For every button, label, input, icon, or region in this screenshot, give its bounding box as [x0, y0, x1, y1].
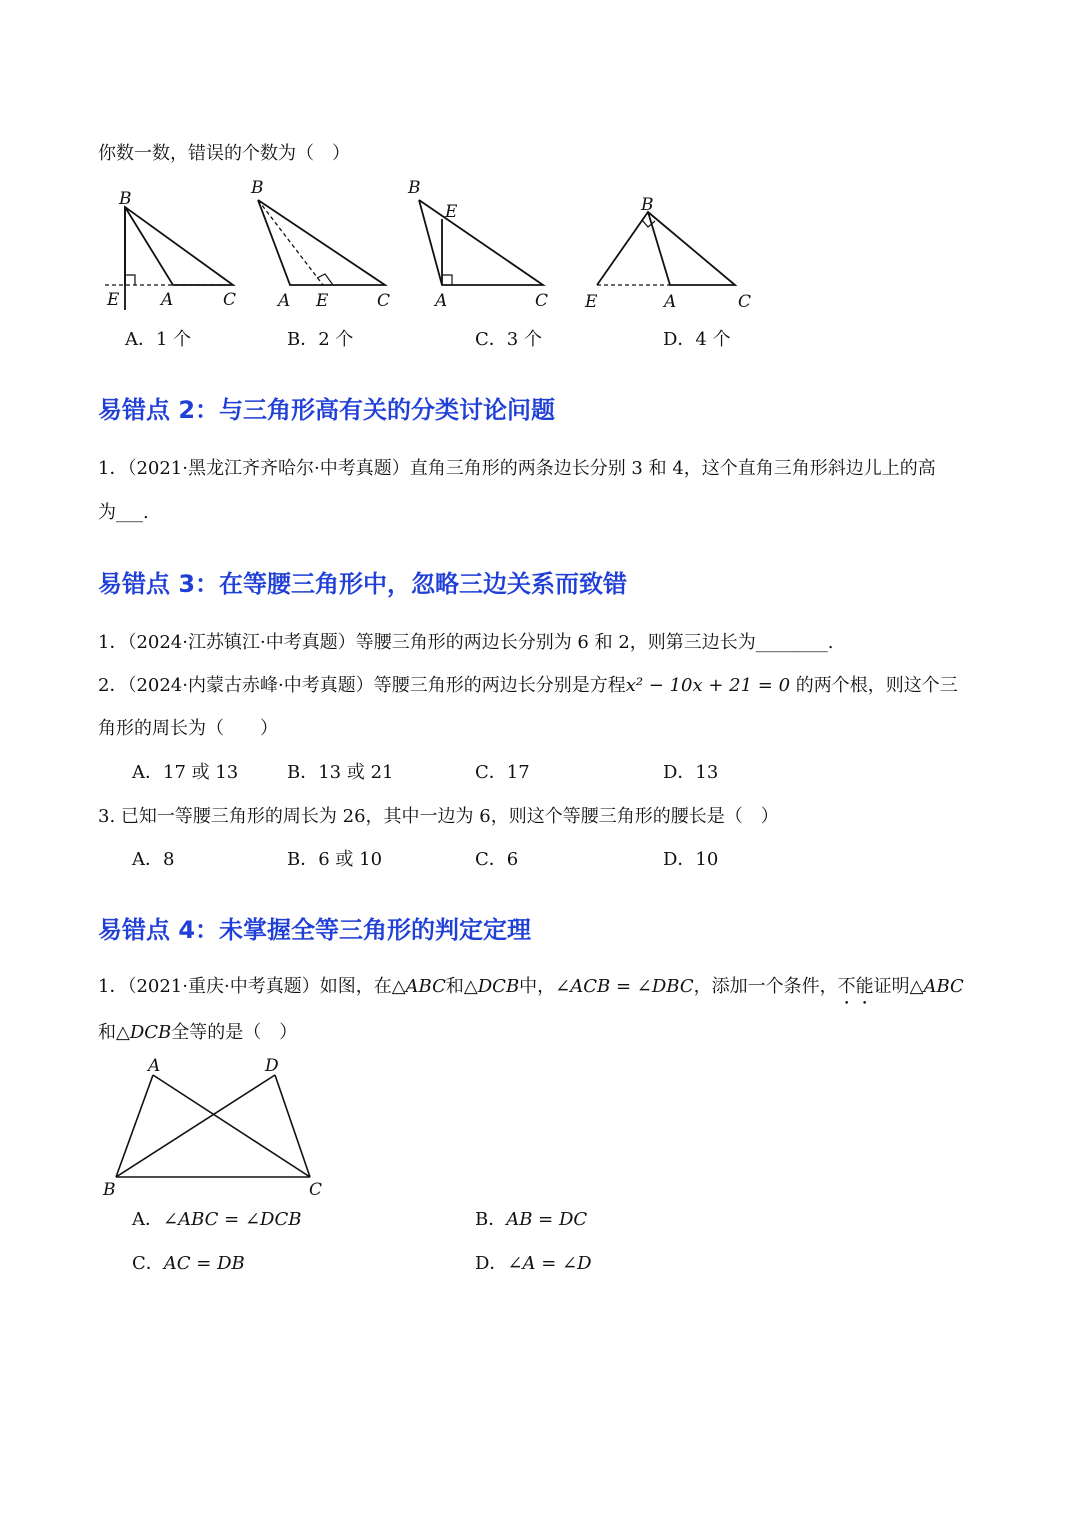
section-heading-3: 易错点 3：在等腰三角形中，忽略三边关系而致错 — [98, 570, 628, 598]
option-b[interactable]: B．2 个 — [287, 329, 354, 350]
section3-question-3: 3. 已知一等腰三角形的周长为 26，其中一边为 6，则这个等腰三角形的腰长是（ ） — [98, 806, 779, 827]
s4-option-c-letter: C． — [132, 1253, 164, 1274]
fig2-label-a: A — [278, 291, 291, 311]
congruent-triangles-figure — [98, 1055, 338, 1200]
s4-option-c-expr: AC = DB — [163, 1253, 245, 1274]
section2-question-1-line1: 1．（2021·黑龙江齐齐哈尔·中考真题）直角三角形的两条边长分别 3 和 4，这个直角三角形斜边儿上的高 — [98, 458, 936, 479]
figure-1 — [95, 185, 245, 315]
label-d: D — [265, 1056, 279, 1076]
fig3-label-c: C — [535, 291, 549, 311]
q2-prefix: 2．（2024·内蒙古赤峰·中考真题）等腰三角形的两边长分别是方程 — [98, 675, 626, 696]
q2-suffix: 的两个根，则这个三 — [795, 675, 958, 696]
s4q1-l2p1: 和△ — [98, 1022, 130, 1043]
question-stem: 你数一数，错误的个数为（ ） — [98, 143, 350, 164]
fig1-label-b: B — [119, 189, 132, 209]
fig3-triangle — [419, 200, 543, 285]
fig1-right-angle-mark — [125, 275, 135, 285]
q3-option-b[interactable]: B．6 或 10 — [287, 849, 383, 870]
figure-4 — [580, 190, 760, 315]
s4-option-a[interactable] — [132, 1207, 301, 1233]
s4-option-b-expr: AB = DC — [506, 1209, 588, 1230]
s4q1-m3: ∠ACB = ∠DBC — [555, 976, 694, 997]
q2-option-d[interactable]: D．13 — [663, 762, 719, 783]
s4-option-d[interactable] — [475, 1251, 592, 1277]
section4-question-1-line2 — [98, 1020, 297, 1046]
section-heading-2: 易错点 2：与三角形高有关的分类讨论问题 — [98, 396, 556, 424]
label-c: C — [309, 1180, 323, 1200]
label-b: B — [103, 1180, 116, 1200]
figure-2 — [245, 172, 395, 312]
fig3-label-a: A — [435, 291, 448, 311]
fig1-label-c: C — [223, 290, 237, 310]
s4q1-p3: 中， — [519, 976, 556, 997]
q3-option-a[interactable]: A．8 — [132, 849, 175, 870]
fig2-label-e: E — [316, 291, 329, 311]
section3-question-1: 1．（2024·江苏镇江·中考真题）等腰三角形的两边长分别为 6 和 2，则第三边长为________. — [98, 632, 834, 653]
segment-bd — [116, 1075, 275, 1177]
figure-3 — [400, 172, 560, 312]
s4q1-m4: ABC — [923, 976, 964, 997]
q3-option-c[interactable]: C．6 — [475, 849, 519, 870]
s4-option-a-expr: ∠ABC = ∠DCB — [163, 1209, 302, 1230]
option-c[interactable]: C．3 个 — [475, 329, 542, 350]
section2-question-1-line2: 为___. — [98, 502, 149, 523]
fig2-label-c: C — [377, 291, 391, 311]
fig4-label-e: E — [585, 292, 598, 312]
fig3-label-b: B — [408, 178, 421, 198]
emphasis-bu: 不 — [837, 976, 856, 997]
s4-option-d-letter: D． — [475, 1253, 508, 1274]
emphasis-neng: 能 — [855, 976, 874, 997]
s4q1-p2: 和△ — [445, 976, 478, 997]
option-d[interactable]: D．4 个 — [663, 329, 731, 350]
segment-ac — [153, 1075, 310, 1177]
fig4-triangle — [597, 212, 735, 285]
q2-option-c[interactable]: C．17 — [475, 762, 530, 783]
q2-option-b[interactable]: B．13 或 21 — [287, 762, 394, 783]
q2-option-a[interactable]: A．17 或 13 — [132, 762, 239, 783]
s4-option-b[interactable] — [475, 1207, 587, 1233]
s4q1-p4: ，添加一个条件， — [693, 976, 838, 997]
s4q1-m2: DCB — [477, 976, 520, 997]
s4-option-b-letter: B． — [475, 1209, 507, 1230]
fig4-label-a: A — [664, 292, 677, 312]
fig1-triangle — [125, 207, 233, 285]
fig1-label-e: E — [107, 290, 120, 310]
section3-question-2-line2: 角形的周长为（ ） — [98, 718, 278, 739]
label-a: A — [148, 1056, 161, 1076]
fig2-label-b: B — [251, 178, 264, 198]
fig4-label-b: B — [641, 195, 654, 215]
fig1-label-a: A — [161, 290, 174, 310]
s4-option-a-letter: A． — [132, 1209, 163, 1230]
s4q1-l2m1: DCB — [129, 1022, 172, 1043]
q3-option-d[interactable]: D．10 — [663, 849, 719, 870]
fig3-label-e: E — [445, 202, 458, 222]
s4q1-p5: 证明△ — [873, 976, 924, 997]
fig2-triangle — [258, 200, 385, 285]
s4-option-d-expr: ∠A = ∠D — [507, 1253, 592, 1274]
s4q1-l2p2: 全等的是（ ） — [171, 1022, 298, 1043]
fig2-dashed-altitude — [258, 200, 323, 285]
fig4-label-c: C — [738, 292, 752, 312]
s4q1-p1: 1．（2021·重庆·中考真题）如图，在△ — [98, 976, 406, 997]
s4q1-m1: ABC — [405, 976, 446, 997]
fig3-right-angle-mark — [442, 275, 452, 285]
segment-ab — [116, 1075, 153, 1177]
s4-option-c[interactable] — [132, 1251, 245, 1277]
section-heading-4: 易错点 4：未掌握全等三角形的判定定理 — [98, 916, 532, 944]
section4-question-1-line1 — [98, 974, 964, 1000]
q2-equation: x² − 10x + 21 = 0 — [625, 675, 791, 696]
segment-dc — [275, 1075, 310, 1177]
option-a[interactable]: A．1 个 — [125, 329, 192, 350]
section3-question-2-line1 — [98, 673, 958, 699]
